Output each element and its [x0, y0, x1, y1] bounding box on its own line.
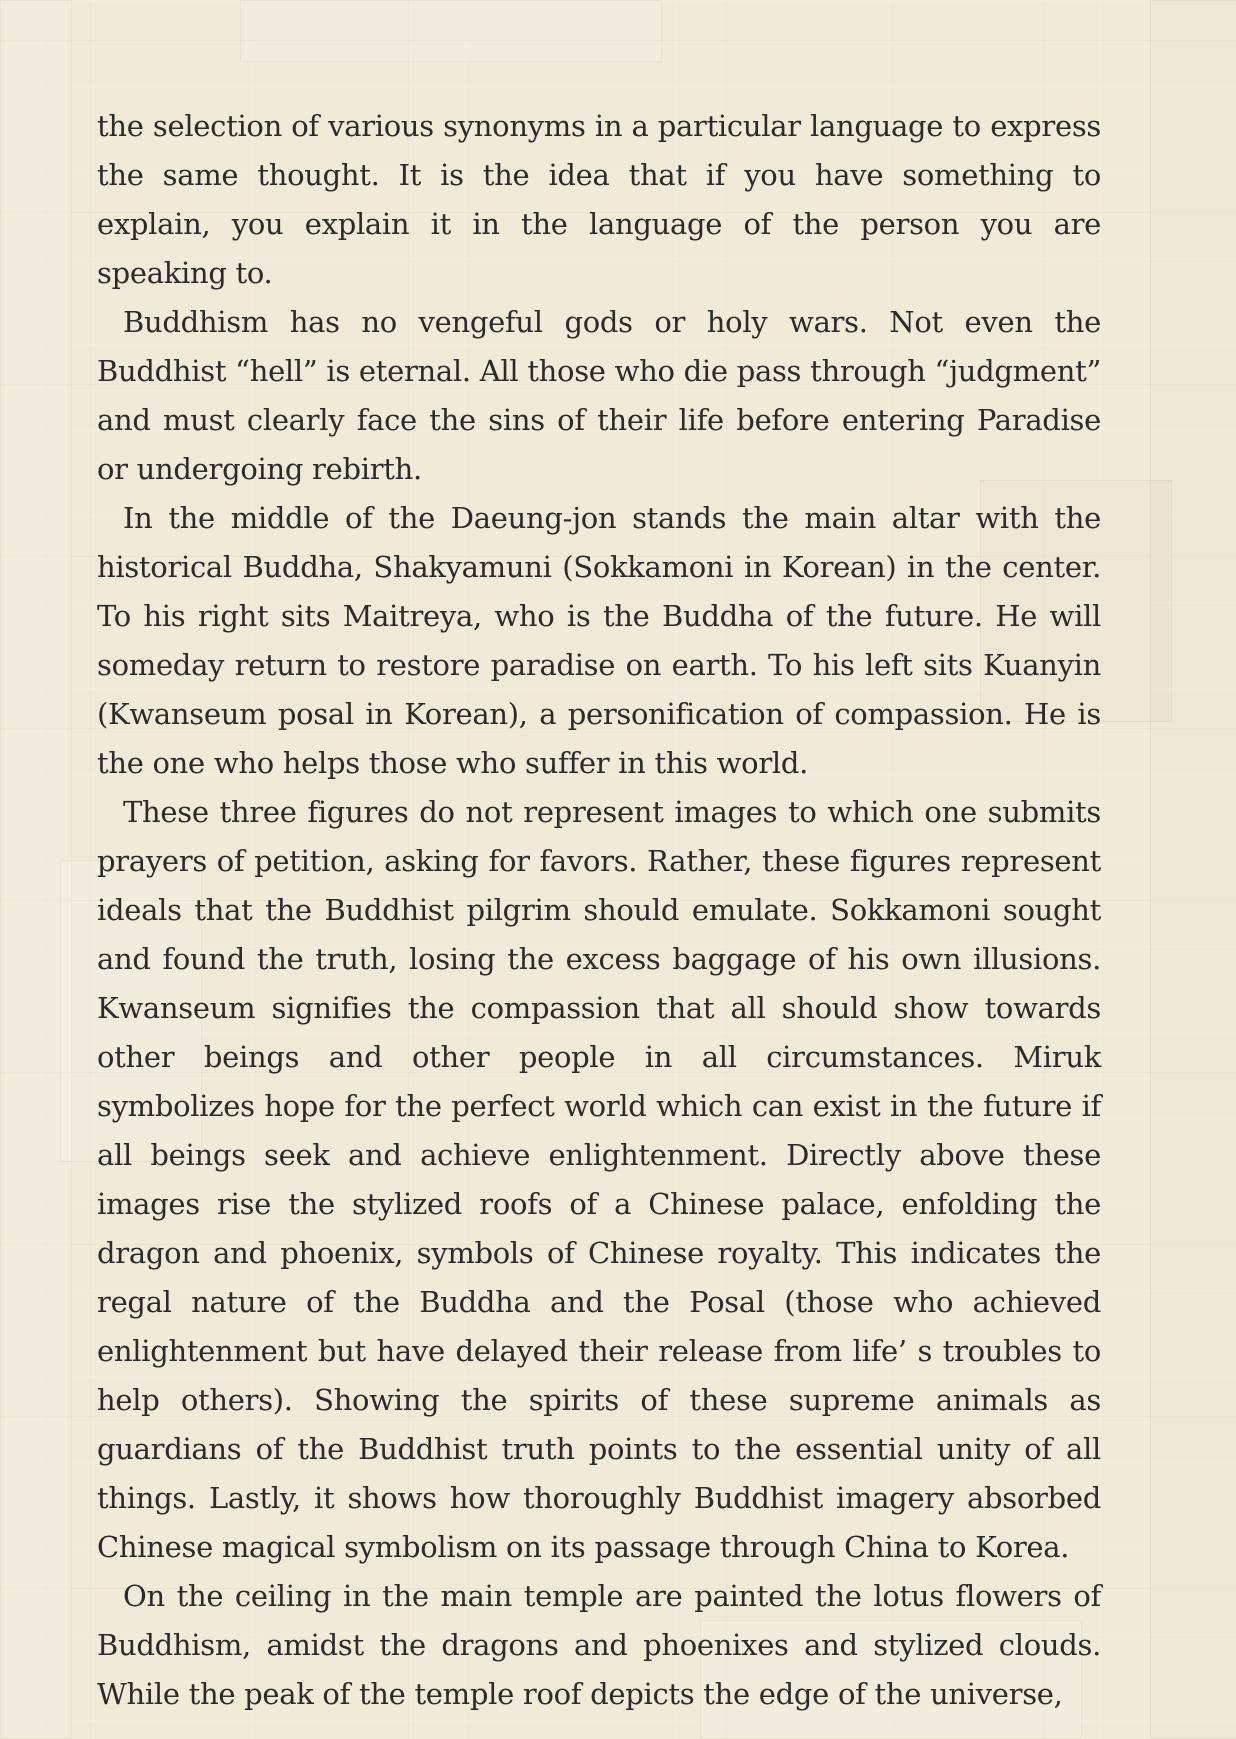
paragraph-continued-synonyms: the selection of various synonyms in a particular language to express the same thought. It is the idea that if you have something to explain, you explain it in the language of the person you are speaking to.	[97, 109, 1101, 290]
paragraph-main-altar: In the middle of the Daeung-jon stands the main altar with the historical Buddha, Shakyamuni (Sokkamoni in Korean) in the center. To his right sits Maitreya, who is the Buddha of the future. He will someday return to restore paradise on earth. To his left sits Kuanyin (Kwanseum posal in Korean), a personification of compassion. He is the one who helps those who suffer in this world.	[97, 501, 1101, 780]
page-body-text	[97, 102, 1101, 1719]
paragraph-ceiling-lotus: On the ceiling in the main temple are painted the lotus flowers of Buddhism, amidst the dragons and phoenixes and stylized clouds. While the peak of the temple roof depicts the edge of the universe,	[97, 1579, 1101, 1711]
paper-texture-strip-right	[1150, 0, 1236, 1739]
paper-texture-block	[240, 0, 662, 62]
paragraph-three-figures: These three figures do not represent images to which one submits prayers of petition, asking for favors. Rather, these figures represent ideals that the Buddhist pilgrim should emulate. Sokkamoni sought and found the truth, losing the excess baggage of his own illusions. Kwanseum signifies the compassion that all should show towards other beings and other people in all circumstances. Miruk symbolizes hope for the perfect world which can exist in the future if all beings seek and achieve enlightenment. Directly above these images rise the stylized roofs of a Chinese palace, enfolding the dragon and phoenix, symbols of Chinese royalty. This indicates the regal nature of the Buddha and the Posal (those who achieved enlightenment but have delayed their release from life’ s troubles to help others). Showing the spirits of these supreme animals as guardians of the Buddhist truth points to the essential unity of all things. Lastly, it shows how thoroughly Buddhist imagery absorbed Chinese magical symbolism on its passage through China to Korea.	[97, 795, 1101, 1564]
paragraph-no-vengeful-gods: Buddhism has no vengeful gods or holy wars. Not even the Buddhist “hell” is eternal. All those who die pass through “judgment” and must clearly face the sins of their life before entering Paradise or undergoing rebirth.	[97, 305, 1101, 486]
